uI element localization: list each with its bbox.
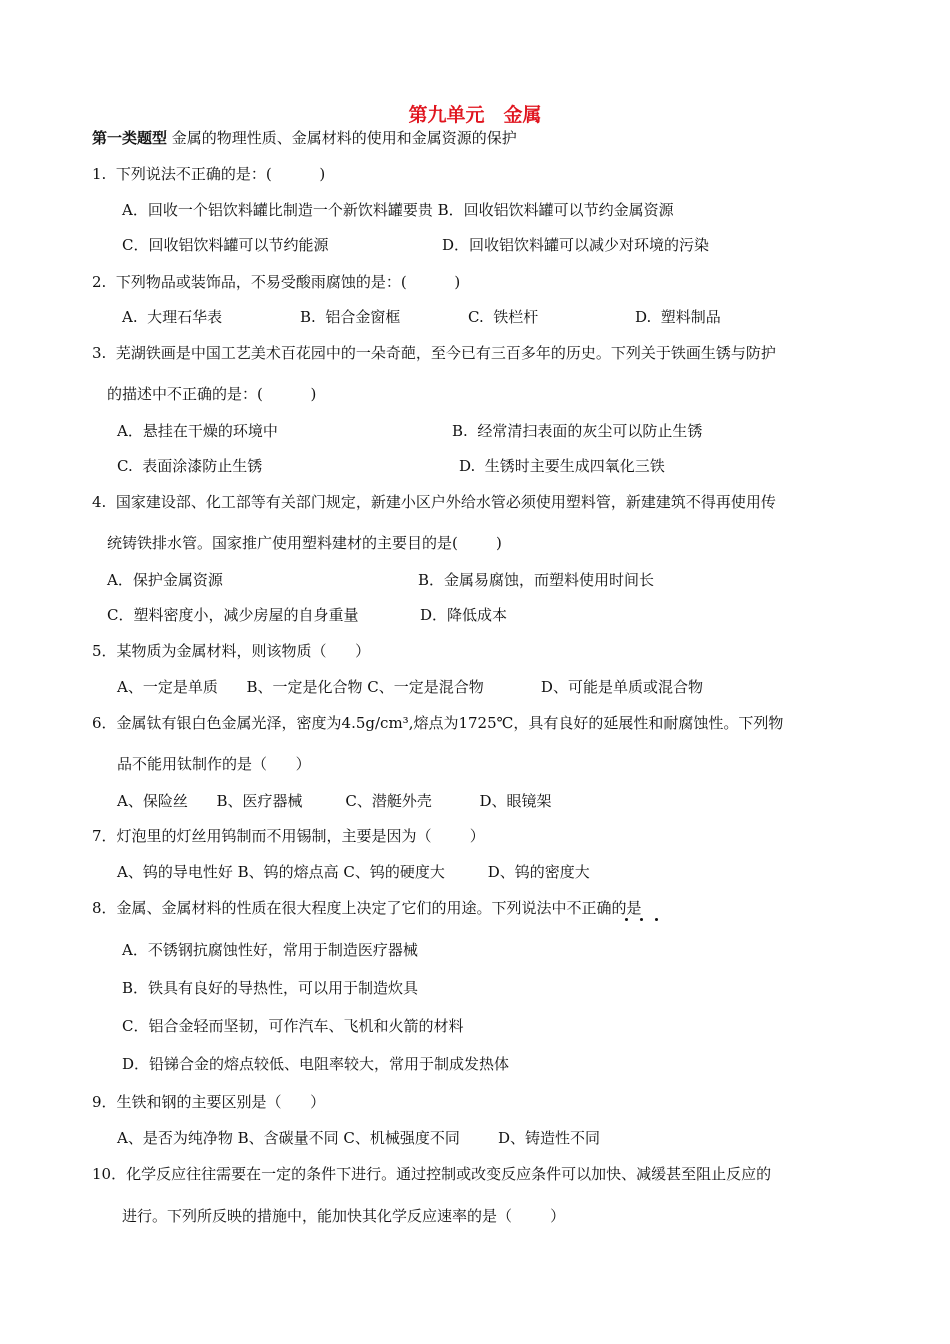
- section-text: 金属的物理性质、金属材料的使用和金属资源的保护: [167, 129, 517, 147]
- question-2-option-b: B. 铝合金窗框: [300, 308, 401, 326]
- question-2-option-a: A. 大理石华表: [122, 308, 223, 326]
- emphasis-dot: [625, 918, 628, 921]
- question-7-stem: 7．灯泡里的灯丝用钨制而不用锡制，主要是因为（ ）: [92, 827, 485, 845]
- question-5-options: A、一定是单质 B、一定是化合物 C、一定是混合物 D、可能是单质或混合物: [117, 678, 703, 696]
- question-6-stem-line-1: 6．金属钛有银白色金属光泽，密度为4.5g/cm³,熔点为1725℃，具有良好的延展性和耐腐蚀性。下列物: [92, 714, 784, 732]
- question-4-option-c: C．塑料密度小，减少房屋的自身重量: [107, 606, 359, 624]
- question-1-option-a-b: A．回收一个铝饮料罐比制造一个新饮料罐要贵 B．回收铝饮料罐可以节约金属资源: [122, 201, 674, 219]
- question-1-option-c: C．回收铝饮料罐可以节约能源: [122, 236, 329, 254]
- question-5-stem: 5．某物质为金属材料，则该物质（ ）: [92, 642, 371, 660]
- question-8-stem: 8．金属、金属材料的性质在很大程度上决定了它们的用途。下列说法中不正确的是: [92, 899, 642, 917]
- question-10-stem-line-1: 10．化学反应往往需要在一定的条件下进行。通过控制或改变反应条件可以加快、减缓甚至阻止反应的: [92, 1165, 772, 1183]
- question-3-stem-line-1: 3. 芜湖铁画是中国工艺美术百花园中的一朵奇葩，至今已有三百多年的历史。下列关于铁画生锈与防护: [92, 344, 776, 362]
- question-4-option-a: A．保护金属资源: [107, 571, 223, 589]
- question-2-stem: 2. 下列物品或装饰品，不易受酸雨腐蚀的是：( ): [92, 273, 461, 291]
- question-3-stem-line-2: 的描述中不正确的是：( ): [107, 385, 317, 403]
- question-1-stem: 1. 下列说法不正确的是：( ): [92, 165, 326, 183]
- question-8-option-a: A．不锈钢抗腐蚀性好，常用于制造医疗器械: [122, 941, 418, 959]
- question-2-option-c: C. 铁栏杆: [468, 308, 539, 326]
- question-2-option-d: D. 塑料制品: [635, 308, 721, 326]
- question-4-stem-line-1: 4. 国家建设部、化工部等有关部门规定，新建小区户外给水管必须使用塑料管，新建建筑不得再使用传: [92, 493, 776, 511]
- question-3-option-d: D. 生锈时主要生成四氧化三铁: [459, 457, 665, 475]
- question-3-option-c: C. 表面涂漆防止生锈: [117, 457, 263, 475]
- emphasis-dots: [622, 918, 662, 924]
- question-3-option-b: B. 经常清扫表面的灰尘可以防止生锈: [452, 422, 703, 440]
- question-1-option-d: D．回收铝饮料罐可以减少对环境的污染: [442, 236, 710, 254]
- question-9-options: A、是否为纯净物 B、含碳量不同 C、机械强度不同 D、铸造性不同: [117, 1129, 601, 1147]
- question-6-stem-line-2: 品不能用钛制作的是（ ）: [117, 755, 311, 773]
- page-title: 第九单元 金属: [408, 104, 542, 126]
- question-8-option-b: B．铁具有良好的导热性，可以用于制造炊具: [122, 979, 419, 997]
- question-7-options: A、钨的导电性好 B、钨的熔点高 C、钨的硬度大 D、钨的密度大: [117, 863, 590, 881]
- question-4-stem-line-2: 统铸铁排水管。国家推广使用塑料建材的主要目的是( ): [107, 534, 502, 552]
- emphasis-dot: [640, 918, 643, 921]
- question-4-option-b: B．金属易腐蚀，而塑料使用时间长: [418, 571, 655, 589]
- question-8-option-c: C．铝合金轻而坚韧，可作汽车、飞机和火箭的材料: [122, 1017, 464, 1035]
- question-6-options: A、保险丝 B、医疗器械 C、潜艇外壳 D、眼镜架: [117, 792, 552, 810]
- question-10-stem-line-2: 进行。下列所反映的措施中，能加快其化学反应速率的是（ ）: [122, 1207, 566, 1225]
- question-4-option-d: D．降低成本: [420, 606, 508, 624]
- section-label: 第一类题型: [92, 129, 168, 147]
- question-9-stem: 9．生铁和钢的主要区别是（ ）: [92, 1093, 326, 1111]
- section-heading: [92, 128, 517, 148]
- question-8-option-d: D．铅锑合金的熔点较低、电阻率较大，常用于制成发热体: [122, 1055, 510, 1073]
- emphasis-dot: [655, 918, 658, 921]
- question-3-option-a: A．悬挂在干燥的环境中: [117, 422, 278, 440]
